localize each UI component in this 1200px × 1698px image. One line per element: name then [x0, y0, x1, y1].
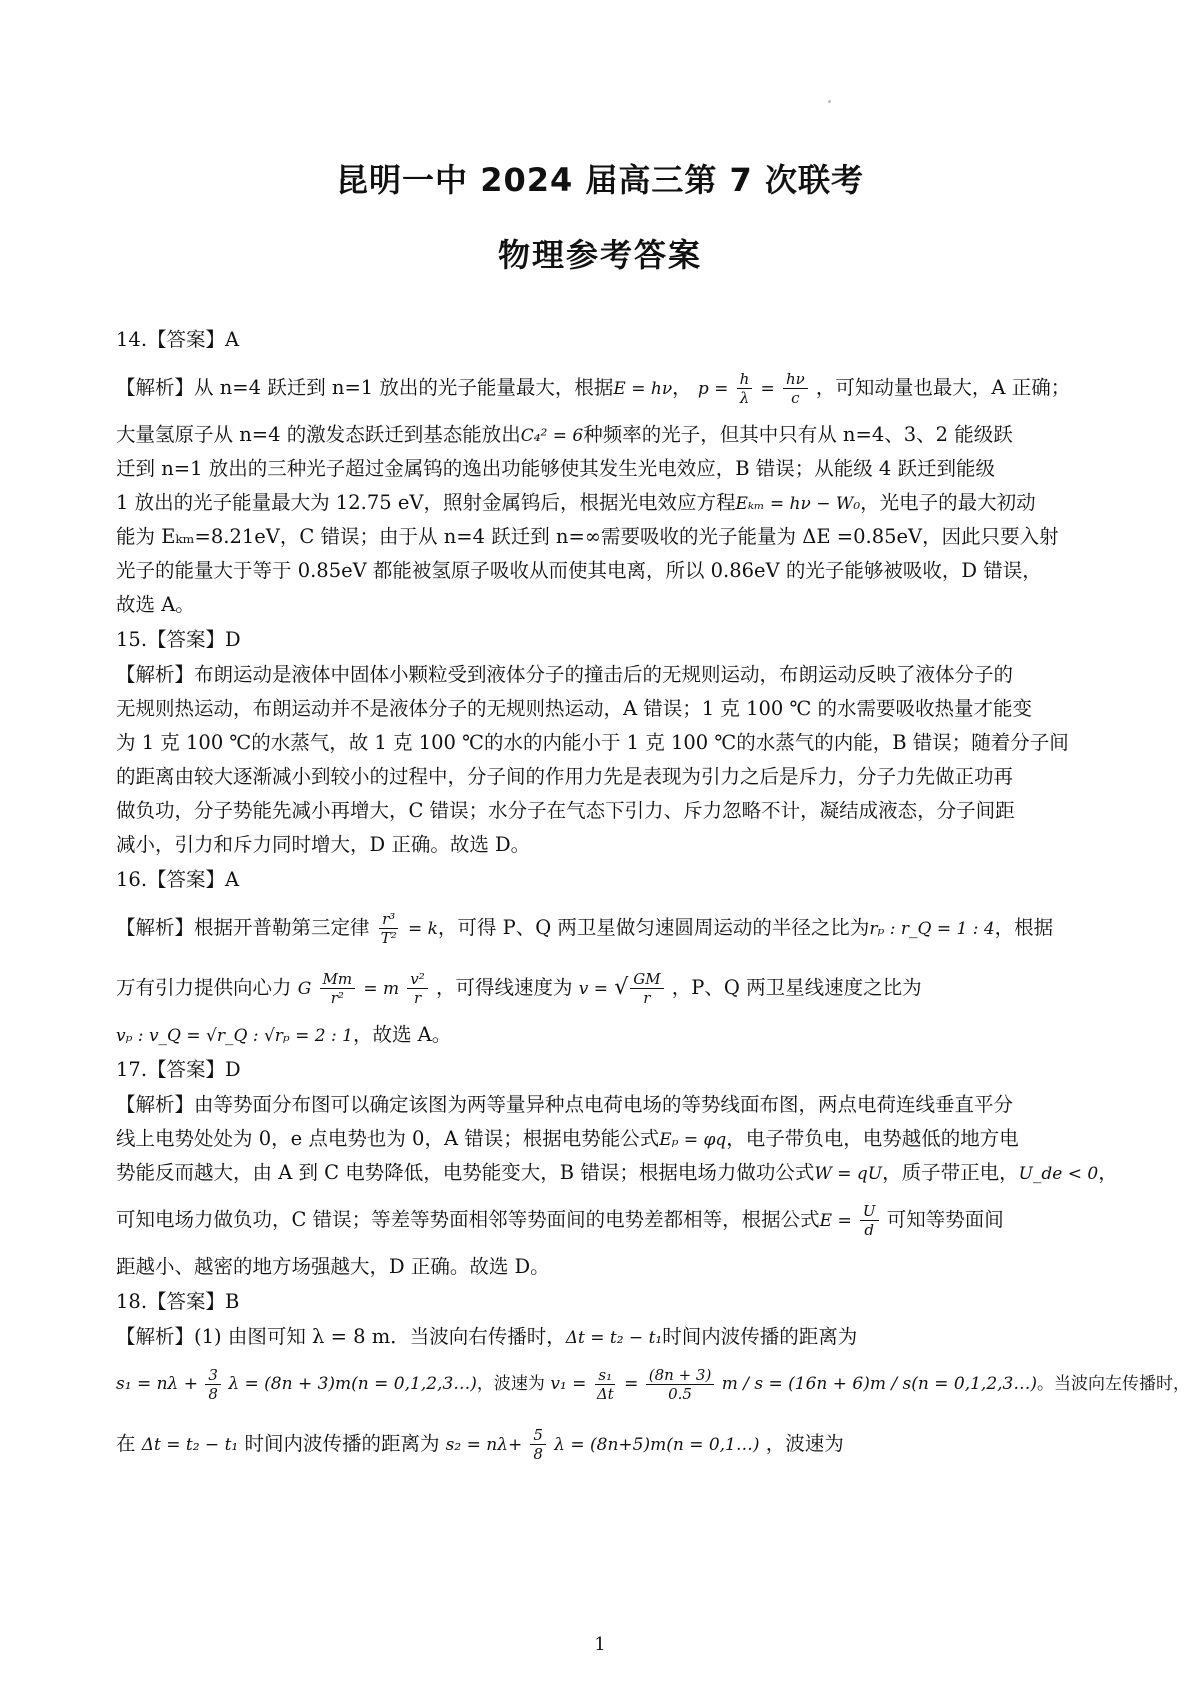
- q14-line-3: 迁到 n=1 放出的三种光子超过金属钨的逸出功能够使其发生光电效应，B 错误；从能级 4 跃迁到能级: [116, 457, 996, 480]
- fraction: $\frac{5}{8}$: [530, 1426, 546, 1463]
- q14-line-7: 故选 A。: [116, 593, 195, 616]
- q14-line-4: 1 放出的光子能量最大为 12.75 eV，照射金属钨后，根据光电效应方程Eₖₘ = hν − W₀，光电子的最大初动: [116, 491, 1036, 514]
- q14-line-5: 能为 Eₖₘ=8.21eV，C 错误；由于从 n=4 跃迁到 n=∞需要吸收的光子能量为 ΔE =0.85eV，因此只要入射: [116, 525, 1059, 548]
- fraction: $\frac{\text{s₁}}{\Delta t}$: [596, 1366, 614, 1403]
- q16-line-2: 万有引力提供向心力 G $\frac{Mm}{\text{r²}}$ = m $\frac{\text{v²}}{r}$ ，可得线速度为 v = √ $\frac{GM}{r}$ ，P、Q 两卫星线速度之比为: [116, 970, 922, 1007]
- q17-line-2: 线上电势处处为 0，e 点电势也为 0，A 错误；根据电势能公式Eₚ = φq，电子带负电，电势越低的地方电: [116, 1127, 1019, 1150]
- page-title: 昆明一中 2024 届高三第 7 次联考: [336, 161, 864, 199]
- fraction: $\frac{\text{r³}}{\text{T²}}$: [380, 910, 397, 947]
- q18-answer: 18.【答案】B: [116, 1290, 240, 1313]
- q16-line-3: vₚ : v_Q = √r_Q : √rₚ = 2 : 1，故选 A。: [116, 1023, 452, 1046]
- q14-answer: 14.【答案】A: [116, 328, 240, 351]
- q17-line-5: 距越小、越密的地方场强越大，D 正确。故选 D。: [116, 1255, 550, 1278]
- q15-line-5: 做负功，分子势能先减小再增大，C 错误；水分子在气态下引力、斥力忽略不计，凝结成液态，分子间距: [116, 799, 1015, 822]
- q18-line-1: 【解析】(1) 由图可知 λ = 8 m．当波向右传播时，Δt = t₂ − t₁时间内波传播的距离为: [116, 1325, 858, 1348]
- answer-content: [116, 322, 1190, 1474]
- q16-line-1: 【解析】根据开普勒第三定律 $\frac{\text{r³}}{\text{T²}}$ = k，可得 P、Q 两卫星做匀速圆周运动的半径之比为rₚ : r_Q = 1 : 4，根据: [116, 910, 1054, 947]
- q15-answer: 15.【答案】D: [116, 628, 241, 651]
- page-subtitle: 物理参考答案: [497, 236, 702, 274]
- q15-line-6: 减小，引力和斥力同时增大，D 正确。故选 D。: [116, 833, 531, 856]
- q14-line-6: 光子的能量大于等于 0.85eV 都能被氢原子吸收从而使其电离，所以 0.86eV 的光子能够被吸收，D 错误，: [116, 559, 1042, 582]
- fraction: $\frac{GM}{r}$: [630, 970, 663, 1007]
- page-number: 1: [594, 1634, 606, 1655]
- q17-line-1: 【解析】由等势面分布图可以确定该图为两等量异种点电荷电场的等势线面布图，两点电荷连线垂直平分: [116, 1093, 1014, 1116]
- q15-line-3: 为 1 克 100 ℃的水蒸气，故 1 克 100 ℃的水的内能小于 1 克 100 ℃的水蒸气的内能，B 错误；随着分子间: [116, 731, 1069, 754]
- fraction: $\frac{Mm}{\text{r²}}$: [320, 970, 356, 1007]
- q17-line-4: 可知电场力做负功，C 错误；等差等势面相邻等势面间的电势差都相等，根据公式E = $\frac{U}{d}$ 可知等势面间: [116, 1202, 1004, 1239]
- sqrt-icon: √: [614, 975, 629, 1000]
- fraction: $\frac{U}{d}$: [860, 1202, 879, 1239]
- q15-line-1: 【解析】布朗运动是液体中固体小颗粒受到液体分子的撞击后的无规则运动，布朗运动反映了液体分子的: [116, 663, 1014, 686]
- q18-line-3: 在 Δt = t₂ − t₁ 时间内波传播的距离为 s₂ = nλ+ $\frac{5}{8}$ λ = (8n+5)m(n = 0,1…) ，波速为: [116, 1426, 844, 1463]
- fraction: $\frac{3}{8}$: [205, 1366, 221, 1403]
- q14-line-2: 大量氢原子从 n=4 的激发态跃迁到基态能放出C₄² = 6种频率的光子，但其中只有从 n=4、3、2 能级跃: [116, 423, 1013, 446]
- q14-line-1: 【解析】从 n=4 跃迁到 n=1 放出的光子能量最大，根据E = hν， p = $\frac{h}{\lambda}$ = $\frac{h\nu}{c}$ ，可知动量也最大，A 正确；: [116, 370, 1071, 407]
- q15-line-4: 的距离由较大逐渐减小到较小的过程中，分子间的作用力先是表现为引力之后是斥力，分子力先做正功再: [116, 765, 1014, 788]
- fraction: $\frac{\text{v²}}{r}$: [407, 970, 428, 1007]
- q17-answer: 17.【答案】D: [116, 1058, 241, 1081]
- fraction: $\frac{h}{\lambda}$: [737, 370, 753, 407]
- q15-line-2: 无规则热运动，布朗运动并不是液体分子的无规则热运动，A 错误；1 克 100 ℃ 的水需要吸收热量才能变: [116, 697, 1033, 720]
- q17-line-3: 势能反而越大，由 A 到 C 电势降低，电势能变大，B 错误；根据电场力做功公式W = qU，质子带正电，U_de < 0，: [116, 1161, 1118, 1184]
- scan-speck: [828, 100, 831, 103]
- fraction: $\frac{h\nu}{c}$: [783, 370, 808, 407]
- q16-answer: 16.【答案】A: [116, 868, 240, 891]
- q18-line-2: s₁ = nλ + $\frac{3}{8}$ λ = (8n + 3)m(n = 0,1,2,3…)，波速为 v₁ = $\frac{\text{s₁}}{\Delta t}$ = $\frac{(8n + 3)}{0.5}$ m / s = (16n + 6)m / s(n = 0,1,2,3…)。当波向左传播时，: [116, 1366, 1190, 1403]
- fraction: $\frac{(8n + 3)}{0.5}$: [646, 1366, 715, 1403]
